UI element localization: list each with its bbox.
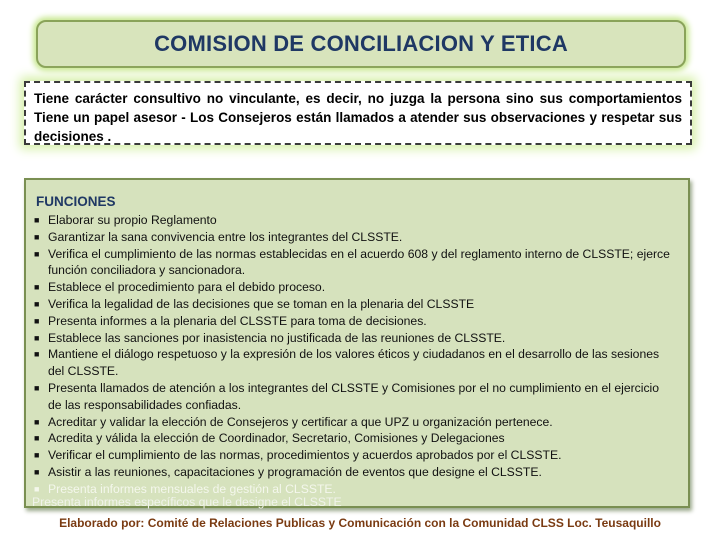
title-banner	[36, 20, 686, 68]
footer-credit: Elaborado por: Comité de Relaciones Publicas y Comunicación con la Comunidad CLSS Loc. Teusaquillo	[59, 516, 661, 530]
list-item: ■ Establece las sanciones por inasistencia no justificada de las reuniones de CLSSTE.	[34, 330, 506, 345]
bullet-icon: ■	[34, 433, 40, 444]
bullet-icon: ■	[34, 483, 40, 494]
list-item: ■ Verificar el cumplimiento de las normas, procedimientos y acuerdos aprobados por el CLSSTE.	[34, 448, 562, 463]
page-title: COMISION DE CONCILIACION Y ETICA	[154, 31, 568, 56]
list-item: ■ Presenta informes a la plenaria del CLSSTE para toma de decisiones.	[34, 313, 427, 328]
bullet-icon: ■	[34, 382, 40, 393]
bullet-icon: ■	[34, 466, 40, 477]
bullet-icon: ■	[34, 450, 40, 461]
functions-panel	[24, 178, 690, 508]
list-item: ■ Elaborar su propio Reglamento	[34, 213, 217, 227]
list-item: ■ Acreditar y validar la elección de Consejeros y certificar a que UPZ u organización pertenece.	[34, 414, 553, 429]
functions-heading: FUNCIONES	[36, 194, 116, 209]
bullet-icon: ■	[34, 215, 40, 225]
description-text: Tiene carácter consultivo no vinculante, es decir, no juzga la persona sino sus comportamientos Tiene un papel asesor - Los Consejeros están llamados a atender sus observaciones y respetar sus decisiones .	[34, 91, 682, 144]
bullet-icon: ■	[34, 315, 40, 326]
list-item: ■ Presenta llamados de atención a los integrantes del CLSSTE y Comisiones por el no cumplimiento en el ejercicio de las responsabilidades confiadas.	[34, 380, 660, 412]
description-box	[24, 81, 692, 145]
bullet-icon: ■	[34, 349, 40, 360]
bullet-icon: ■	[34, 282, 40, 293]
overflow-text: Presenta informes específicos que le designe el CLSSTE	[32, 495, 342, 509]
bullet-icon: ■	[34, 231, 40, 242]
bullet-icon: ■	[34, 416, 40, 427]
functions-list	[32, 212, 672, 498]
bullet-icon: ■	[34, 248, 40, 259]
list-item: ■ Presenta informes mensuales de gestión al CLSSTE.	[34, 481, 336, 496]
list-item: ■ Acredita y válida la elección de Coordinador, Secretario, Comisiones y Delegaciones	[34, 431, 505, 446]
list-item: ■ Establece el procedimiento para el debido proceso.	[34, 280, 326, 295]
list-item: ■ Garantizar la sana convivencia entre los integrantes del CLSSTE.	[34, 229, 403, 244]
list-item: ■ Verifica la legalidad de las decisiones que se toman en la plenaria del CLSSTE	[34, 296, 475, 311]
bullet-icon: ■	[34, 298, 40, 309]
bullet-icon: ■	[34, 332, 40, 343]
list-item: ■ Verifica el cumplimiento de las normas establecidas en el acuerdo 608 y del reglamento interno de CLSSTE; ejerce función conciliadora y sancionadora.	[34, 246, 670, 278]
list-item: ■ Asistir a las reuniones, capacitaciones y programación de eventos que designe el CLSSTE.	[34, 464, 542, 479]
list-item: ■ Mantiene el diálogo respetuoso y la expresión de los valores éticos y ciudadanos en el desarrollo de las sesiones del CLSSTE.	[34, 347, 660, 379]
